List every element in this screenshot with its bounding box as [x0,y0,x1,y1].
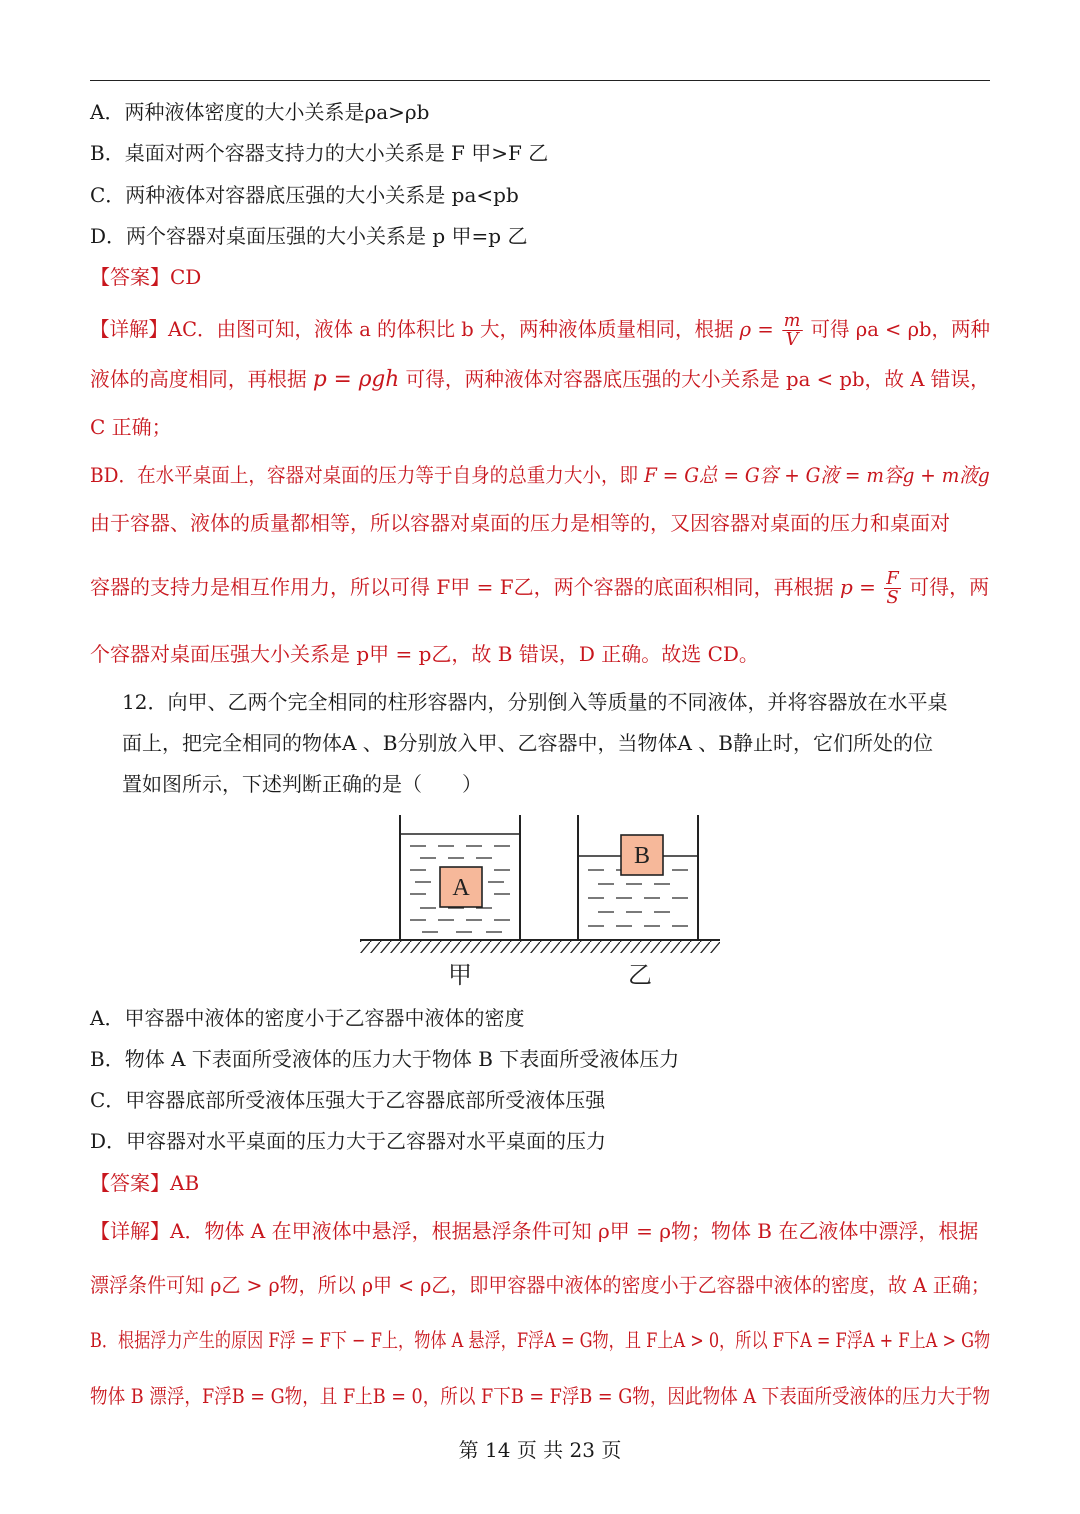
q12-stem-line-1: 12．向甲、乙两个完全相同的柱形容器内，分别倒入等质量的不同液体，并将容器放在水平桌 [122,690,948,714]
q11-option-a: A．两种液体密度的大小关系是ρa>ρb [90,100,430,124]
q11-option-d: D．两个容器对桌面压强的大小关系是 p 甲=p 乙 [90,224,528,248]
q11-detail-line-4 [90,462,990,488]
q11-detail-line-5: 由于容器、液体的质量都相等，所以容器对桌面的压力是相等的，又因容器对桌面的压力和桌面对 [90,511,950,535]
q11-detail-text: 液体的高度相同，再根据 [90,367,307,391]
header-rule [90,80,990,81]
force-formula: F = G总 = G容 + G液 = m容g + m液g [643,463,990,487]
q12-option-b: B．物体 A 下表面所受液体的压力大于物体 B 下表面所受液体压力 [90,1047,680,1071]
q12-stem-line-3: 置如图所示，下述判断正确的是（ ） [122,772,482,796]
container-jia [400,815,520,940]
table-hatching [360,941,720,953]
density-fraction: $\frac{m}{V}$ [783,310,801,350]
q11-option-b: B．桌面对两个容器支持力的大小关系是 F 甲>F 乙 [90,141,549,165]
q11-detail-text: 【详解】AC．由图可知，液体 a 的体积比 b 大，两种液体质量相同，根据 [90,317,734,341]
density-formula: ρ = [739,317,774,341]
q11-option-c: C．两种液体对容器底压强的大小关系是 pa<pb [90,183,519,207]
q11-detail-text: BD．在水平桌面上，容器对桌面的压力等于自身的总重力大小，即 [90,463,639,487]
q12-option-d: D．甲容器对水平桌面的压力大于乙容器对水平桌面的压力 [90,1129,607,1153]
pressure-formula-2: p = [839,575,876,599]
q12-option-a: A．甲容器中液体的密度小于乙容器中液体的密度 [90,1006,525,1030]
q11-detail-text: 容器的支持力是相互作用力，所以可得 F甲 = F乙，两个容器的底面积相同，再根据 [90,575,834,599]
q12-detail-line-1: 【详解】A．物体 A 在甲液体中悬浮，根据悬浮条件可知 ρ甲 = ρ物；物体 B 在乙液体中漂浮，根据 [90,1219,979,1243]
q12-detail-line-3: B．根据浮力产生的原因 F浮 = F下 − F上，物体 A 悬浮，F浮A = G物，且 F上A > 0，所以 F下A = F浮A + F上A > G物 [90,1328,991,1352]
page-footer: 第 14 页 共 23 页 [458,1438,622,1462]
q11-detail-text: 可得，两种液体对容器底压强的大小关系是 pa < pb，故 A 错误， [405,367,990,391]
q12-detail-line-4: 物体 B 漂浮，F浮B = G物，且 F上B = 0，所以 F下B = F浮B = G物，因此物体 A 下表面所受液体的压力大于物 [90,1384,991,1408]
q12-detail-line-2: 漂浮条件可知 ρ乙 > ρ物，所以 ρ甲 < ρ乙，即甲容器中液体的密度小于乙容器中液体的密度，故 A 正确； [90,1273,990,1297]
block-a-label: A [452,875,470,901]
q11-detail-line-6 [90,570,989,607]
block-b-label: B [633,843,651,869]
q11-detail-line-3: C 正确； [90,415,172,439]
q12-stem-line-2: 面上，把完全相同的物体A 、B分别放入甲、乙容器中，当物体A 、B静止时，它们所处的位 [122,731,933,755]
pressure-fraction: $\frac{F}{S}$ [886,568,899,608]
label-yi: 乙 [628,961,652,989]
pressure-formula: p = ρgh [312,367,400,392]
q11-detail-text: 可得，两 [909,575,990,599]
q11-detail-text: 可得 ρa < ρb，两种 [810,317,991,341]
q11-answer: 【答案】CD [90,265,202,289]
label-jia: 甲 [448,961,472,989]
container-yi [578,815,698,940]
q11-detail-line-2 [90,366,990,393]
q12-option-c: C．甲容器底部所受液体压强大于乙容器底部所受液体压强 [90,1088,606,1112]
q11-detail-line-1 [90,312,990,349]
q12-answer: 【答案】AB [90,1171,200,1195]
containers-figure [360,810,720,995]
q11-detail-line-7: 个容器对桌面压强大小关系是 p甲 = p乙，故 B 错误，D 正确。故选 CD。 [90,642,759,666]
liquid-yi [588,870,688,926]
